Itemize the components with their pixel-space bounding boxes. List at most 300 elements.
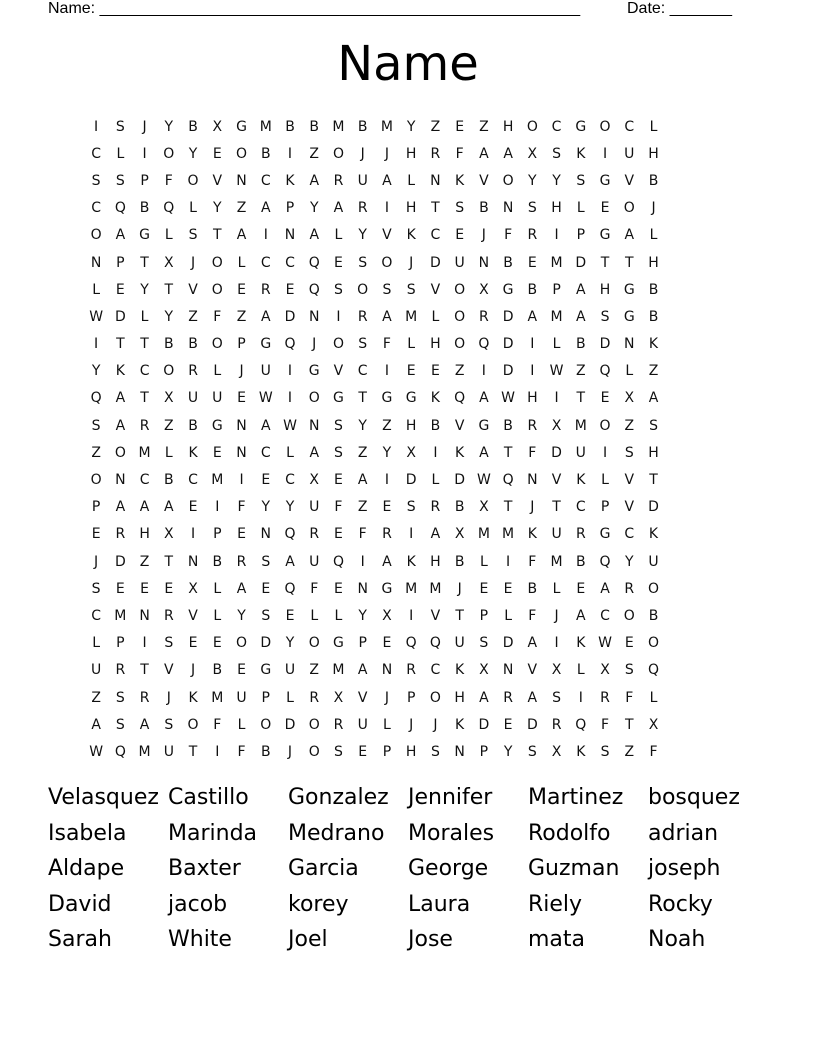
grid-letter: O <box>647 635 660 652</box>
grid-letter: E <box>455 227 465 244</box>
grid-letter: N <box>478 254 490 271</box>
grid-letter: I <box>336 308 341 325</box>
grid-letter: J <box>94 553 99 570</box>
grid-letter: Z <box>648 363 659 380</box>
grid-row <box>84 548 734 575</box>
grid-letter: A <box>115 499 126 516</box>
grid-letter: U <box>357 716 368 733</box>
word-bank-row <box>48 922 768 958</box>
grid-letter: D <box>405 472 417 489</box>
grid-letter: X <box>551 743 562 760</box>
word-bank-item: Baxter <box>168 856 241 882</box>
grid-letter: T <box>576 390 586 407</box>
grid-letter: L <box>92 281 101 298</box>
grid-letter: H <box>648 145 659 162</box>
grid-row <box>84 738 734 765</box>
grid-letter: E <box>358 743 368 760</box>
grid-letter: O <box>526 118 538 135</box>
grid-letter: Z <box>309 662 320 679</box>
header-row <box>48 0 748 22</box>
grid-letter: O <box>332 336 344 353</box>
grid-letter: T <box>164 281 174 298</box>
grid-letter: O <box>260 716 272 733</box>
grid-letter: Y <box>503 743 513 760</box>
grid-letter: S <box>406 281 416 298</box>
grid-letter: M <box>550 254 563 271</box>
grid-letter: I <box>287 145 293 162</box>
grid-letter: X <box>479 499 489 516</box>
grid-row <box>84 303 734 330</box>
grid-letter: D <box>551 444 562 461</box>
grid-letter: K <box>430 390 440 407</box>
grid-letter: E <box>188 635 198 652</box>
grid-letter: N <box>308 417 320 434</box>
grid-letter: B <box>139 200 150 217</box>
grid-row <box>84 276 734 303</box>
grid-letter: K <box>455 716 465 733</box>
grid-letter: S <box>358 336 368 353</box>
grid-letter: V <box>430 607 441 624</box>
grid-letter: J <box>142 118 147 135</box>
grid-letter: F <box>358 526 367 543</box>
grid-letter: A <box>139 716 150 733</box>
grid-row <box>84 167 734 194</box>
grid-letter: R <box>163 607 174 624</box>
grid-letter: N <box>139 607 150 624</box>
grid-letter: N <box>381 662 393 679</box>
grid-letter: H <box>527 390 538 407</box>
grid-letter: H <box>502 118 514 135</box>
grid-letter: Q <box>332 553 344 570</box>
word-bank-item: Laura <box>408 891 471 917</box>
grid-letter: O <box>623 607 635 624</box>
grid-letter: N <box>236 444 247 461</box>
grid-letter: C <box>551 118 562 135</box>
grid-letter: E <box>334 254 343 271</box>
grid-letter: K <box>115 363 125 380</box>
grid-letter: T <box>116 336 125 353</box>
grid-letter: L <box>552 580 561 597</box>
grid-letter: F <box>528 444 537 461</box>
grid-letter: L <box>164 227 173 244</box>
grid-letter: T <box>455 607 464 624</box>
grid-letter: K <box>455 662 465 679</box>
grid-row <box>84 385 734 412</box>
word-bank-row <box>48 887 768 923</box>
grid-letter: Y <box>237 607 246 624</box>
grid-letter: I <box>554 635 559 652</box>
grid-letter: X <box>479 662 489 679</box>
grid-letter: A <box>236 580 247 597</box>
grid-letter: G <box>405 390 417 407</box>
grid-letter: W <box>549 363 564 380</box>
grid-letter: U <box>454 254 465 271</box>
grid-letter: O <box>211 281 223 298</box>
grid-letter: S <box>552 689 562 706</box>
grid-letter: A <box>576 607 586 624</box>
grid-letter: D <box>284 716 296 733</box>
grid-letter: A <box>236 227 247 244</box>
grid-letter: G <box>599 172 611 189</box>
grid-letter: E <box>115 281 125 298</box>
grid-letter: M <box>138 743 151 760</box>
grid-letter: O <box>454 336 466 353</box>
grid-letter: B <box>188 336 198 353</box>
grid-letter: S <box>91 172 101 189</box>
grid-letter: P <box>576 227 586 244</box>
grid-letter: S <box>527 200 537 217</box>
grid-letter: I <box>554 390 559 407</box>
grid-letter: L <box>431 472 440 489</box>
word-bank-item: Velasquez <box>48 785 159 811</box>
grid-letter: L <box>649 689 658 706</box>
grid-letter: F <box>334 499 343 516</box>
grid-letter: H <box>648 254 659 271</box>
grid-letter: Z <box>382 417 392 434</box>
grid-letter: S <box>624 662 634 679</box>
grid-letter: E <box>479 580 489 597</box>
grid-letter: J <box>409 716 414 733</box>
grid-letter: J <box>651 200 656 217</box>
grid-letter: L <box>213 580 222 597</box>
word-bank-row <box>48 851 768 887</box>
grid-row <box>84 575 734 602</box>
grid-letter: G <box>623 281 635 298</box>
grid-letter: E <box>237 281 246 298</box>
grid-letter: D <box>260 635 272 652</box>
grid-letter: X <box>479 281 489 298</box>
grid-letter: A <box>576 308 586 325</box>
grid-letter: P <box>382 743 392 760</box>
grid-letter: O <box>502 172 514 189</box>
grid-letter: Y <box>285 499 295 516</box>
grid-row <box>84 684 734 711</box>
grid-letter: C <box>260 172 271 189</box>
grid-letter: Q <box>429 635 441 652</box>
grid-letter: C <box>624 118 635 135</box>
grid-letter: U <box>236 689 247 706</box>
grid-letter: O <box>211 336 223 353</box>
grid-row <box>84 222 734 249</box>
grid-letter: S <box>334 281 343 298</box>
grid-letter: Q <box>114 200 126 217</box>
grid-letter: U <box>648 553 659 570</box>
grid-letter: E <box>382 635 392 652</box>
grid-row <box>84 140 734 167</box>
grid-letter: A <box>260 308 271 325</box>
grid-letter: S <box>334 743 343 760</box>
grid-letter: H <box>599 281 611 298</box>
grid-letter: I <box>554 227 559 244</box>
grid-letter: J <box>433 716 438 733</box>
grid-letter: L <box>407 336 416 353</box>
grid-letter: S <box>600 308 610 325</box>
grid-letter: Z <box>576 363 586 380</box>
grid-letter: F <box>213 716 222 733</box>
grid-letter: P <box>358 635 367 652</box>
grid-letter: Q <box>647 662 660 679</box>
grid-letter: O <box>236 635 248 652</box>
grid-letter: E <box>212 635 222 652</box>
word-bank-item: jacob <box>168 891 228 917</box>
grid-letter: C <box>260 254 271 271</box>
grid-letter: F <box>528 607 537 624</box>
grid-letter: W <box>476 472 491 489</box>
grid-letter: T <box>188 743 198 760</box>
grid-letter: V <box>430 281 441 298</box>
grid-letter: E <box>503 580 513 597</box>
grid-letter: I <box>94 118 99 135</box>
grid-letter: A <box>382 308 392 325</box>
grid-letter: Q <box>454 390 466 407</box>
grid-letter: D <box>502 308 514 325</box>
grid-letter: O <box>163 363 175 380</box>
grid-letter: R <box>236 553 247 570</box>
grid-letter: X <box>164 390 174 407</box>
grid-letter: E <box>164 580 174 597</box>
grid-letter: P <box>261 689 270 706</box>
grid-letter: W <box>501 390 516 407</box>
grid-letter: B <box>309 118 320 135</box>
word-bank-item: Sarah <box>48 927 112 953</box>
grid-letter: G <box>599 227 611 244</box>
grid-letter: B <box>212 662 223 679</box>
grid-letter: X <box>454 526 465 543</box>
grid-letter: C <box>91 200 101 217</box>
grid-letter: I <box>142 145 147 162</box>
word-bank-item: Marinda <box>168 820 258 846</box>
grid-letter: Q <box>90 390 102 407</box>
grid-letter: K <box>576 472 586 489</box>
word-bank-item: joseph <box>648 856 721 882</box>
grid-letter: L <box>92 635 101 652</box>
grid-letter: T <box>140 390 149 407</box>
grid-letter: R <box>527 227 538 244</box>
grid-letter: J <box>239 363 244 380</box>
grid-letter: B <box>260 743 271 760</box>
grid-letter: N <box>187 553 199 570</box>
grid-letter: H <box>454 689 465 706</box>
grid-letter: A <box>479 444 489 461</box>
grid-letter: T <box>600 254 610 271</box>
grid-letter: G <box>623 308 635 325</box>
grid-letter: R <box>139 689 150 706</box>
grid-letter: V <box>527 662 538 679</box>
grid-letter: I <box>215 499 220 516</box>
grid-letter: A <box>479 390 489 407</box>
grid-letter: Z <box>236 308 247 325</box>
grid-letter: O <box>211 254 223 271</box>
grid-letter: V <box>164 662 174 679</box>
grid-letter: Z <box>357 499 368 516</box>
grid-letter: Z <box>624 417 635 434</box>
grid-letter: D <box>502 336 514 353</box>
grid-letter: L <box>164 444 173 461</box>
grid-letter: A <box>309 172 320 189</box>
grid-letter: K <box>406 553 416 570</box>
grid-letter: S <box>455 200 465 217</box>
grid-letter: B <box>188 417 198 434</box>
grid-letter: M <box>550 553 563 570</box>
grid-letter: O <box>381 254 393 271</box>
grid-letter: V <box>624 472 635 489</box>
grid-letter: L <box>334 227 343 244</box>
word-bank-item: David <box>48 891 112 917</box>
grid-letter: I <box>602 145 608 162</box>
grid-letter: H <box>405 200 417 217</box>
grid-letter: O <box>599 417 611 434</box>
grid-letter: A <box>527 689 538 706</box>
grid-letter: R <box>188 363 198 380</box>
grid-letter: L <box>504 607 512 624</box>
word-bank-item: Morales <box>408 820 495 846</box>
grid-letter: X <box>164 526 174 543</box>
grid-letter: A <box>115 390 126 407</box>
grid-letter: F <box>237 743 246 760</box>
grid-letter: L <box>140 308 149 325</box>
grid-letter: N <box>454 743 465 760</box>
grid-letter: S <box>334 417 343 434</box>
grid-letter: B <box>260 145 271 162</box>
grid-letter: C <box>624 526 635 543</box>
grid-letter: I <box>481 363 486 380</box>
grid-letter: O <box>357 281 369 298</box>
grid-letter: A <box>285 553 295 570</box>
grid-letter: K <box>188 444 198 461</box>
grid-letter: S <box>115 118 125 135</box>
grid-letter: S <box>406 499 416 516</box>
grid-letter: S <box>649 417 658 434</box>
grid-letter: Z <box>624 743 635 760</box>
grid-letter: T <box>140 336 149 353</box>
grid-letter: C <box>188 472 198 489</box>
grid-letter: Z <box>479 118 489 135</box>
grid-letter: C <box>260 444 271 461</box>
grid-letter: G <box>502 281 514 298</box>
grid-letter: U <box>284 662 296 679</box>
grid-letter: T <box>358 390 367 407</box>
grid-letter: R <box>309 526 320 543</box>
grid-letter: K <box>455 444 465 461</box>
grid-letter: F <box>649 743 658 760</box>
grid-letter: A <box>357 472 368 489</box>
grid-letter: I <box>287 390 293 407</box>
grid-letter: H <box>430 553 441 570</box>
grid-letter: T <box>140 254 149 271</box>
word-bank <box>48 780 768 958</box>
word-bank-item: korey <box>288 891 349 917</box>
grid-letter: S <box>261 553 271 570</box>
grid-letter: C <box>285 472 295 489</box>
grid-letter: M <box>211 689 224 706</box>
word-bank-item: Riely <box>528 891 583 917</box>
grid-letter: Q <box>599 363 611 380</box>
grid-letter: E <box>212 444 222 461</box>
grid-letter: Q <box>284 580 296 597</box>
grid-letter: I <box>94 336 99 353</box>
grid-letter: Q <box>599 553 611 570</box>
grid-letter: Q <box>308 281 320 298</box>
grid-row <box>84 711 734 738</box>
grid-letter: A <box>624 227 635 244</box>
grid-letter: Z <box>309 145 320 162</box>
grid-letter: B <box>188 118 198 135</box>
grid-letter: I <box>263 227 268 244</box>
grid-letter: I <box>409 526 414 543</box>
grid-letter: M <box>429 580 442 597</box>
grid-letter: C <box>357 363 368 380</box>
grid-letter: A <box>576 281 586 298</box>
grid-letter: A <box>503 145 513 162</box>
grid-letter: B <box>527 281 538 298</box>
grid-row <box>84 657 734 684</box>
grid-letter: T <box>431 200 440 217</box>
grid-letter: G <box>381 390 393 407</box>
grid-letter: T <box>503 499 513 516</box>
grid-letter: O <box>647 580 660 597</box>
grid-row <box>84 602 734 629</box>
grid-letter: J <box>312 336 317 353</box>
grid-letter: V <box>357 689 368 706</box>
grid-letter: B <box>430 417 441 434</box>
grid-letter: U <box>212 390 223 407</box>
grid-letter: E <box>261 580 271 597</box>
grid-letter: T <box>140 662 149 679</box>
grid-letter: K <box>527 526 537 543</box>
grid-letter: F <box>504 227 513 244</box>
grid-letter: E <box>503 716 513 733</box>
grid-letter: L <box>601 472 609 489</box>
grid-row <box>84 358 734 385</box>
word-bank-item: Guzman <box>528 856 620 882</box>
grid-letter: H <box>405 417 417 434</box>
grid-letter: O <box>429 689 441 706</box>
grid-letter: B <box>648 308 659 325</box>
grid-letter: F <box>213 308 222 325</box>
grid-letter: P <box>237 336 246 353</box>
grid-letter: Y <box>164 308 174 325</box>
grid-letter: F <box>601 716 610 733</box>
grid-letter: W <box>258 390 273 407</box>
date-line: Date: _______ <box>627 0 732 17</box>
grid-letter: I <box>287 363 293 380</box>
word-bank-item: Gonzalez <box>288 785 389 811</box>
grid-letter: J <box>166 689 171 706</box>
grid-letter: X <box>551 417 562 434</box>
grid-letter: U <box>551 526 562 543</box>
grid-letter: O <box>454 281 466 298</box>
grid-letter: H <box>139 526 150 543</box>
word-bank-item: George <box>408 856 489 882</box>
grid-letter: U <box>187 390 199 407</box>
grid-letter: G <box>139 227 151 244</box>
grid-letter: A <box>260 417 271 434</box>
grid-letter: Y <box>358 417 367 434</box>
grid-letter: T <box>649 472 658 489</box>
grid-letter: M <box>574 417 587 434</box>
grid-letter: X <box>600 662 610 679</box>
grid-letter: Y <box>358 227 367 244</box>
grid-letter: U <box>575 444 586 461</box>
grid-letter: I <box>384 200 389 217</box>
grid-letter: Y <box>624 553 634 570</box>
grid-letter: R <box>357 200 368 217</box>
grid-letter: I <box>602 444 608 461</box>
grid-letter: F <box>164 172 173 189</box>
grid-letter: E <box>188 499 198 516</box>
grid-letter: T <box>164 553 174 570</box>
grid-letter: D <box>526 716 538 733</box>
